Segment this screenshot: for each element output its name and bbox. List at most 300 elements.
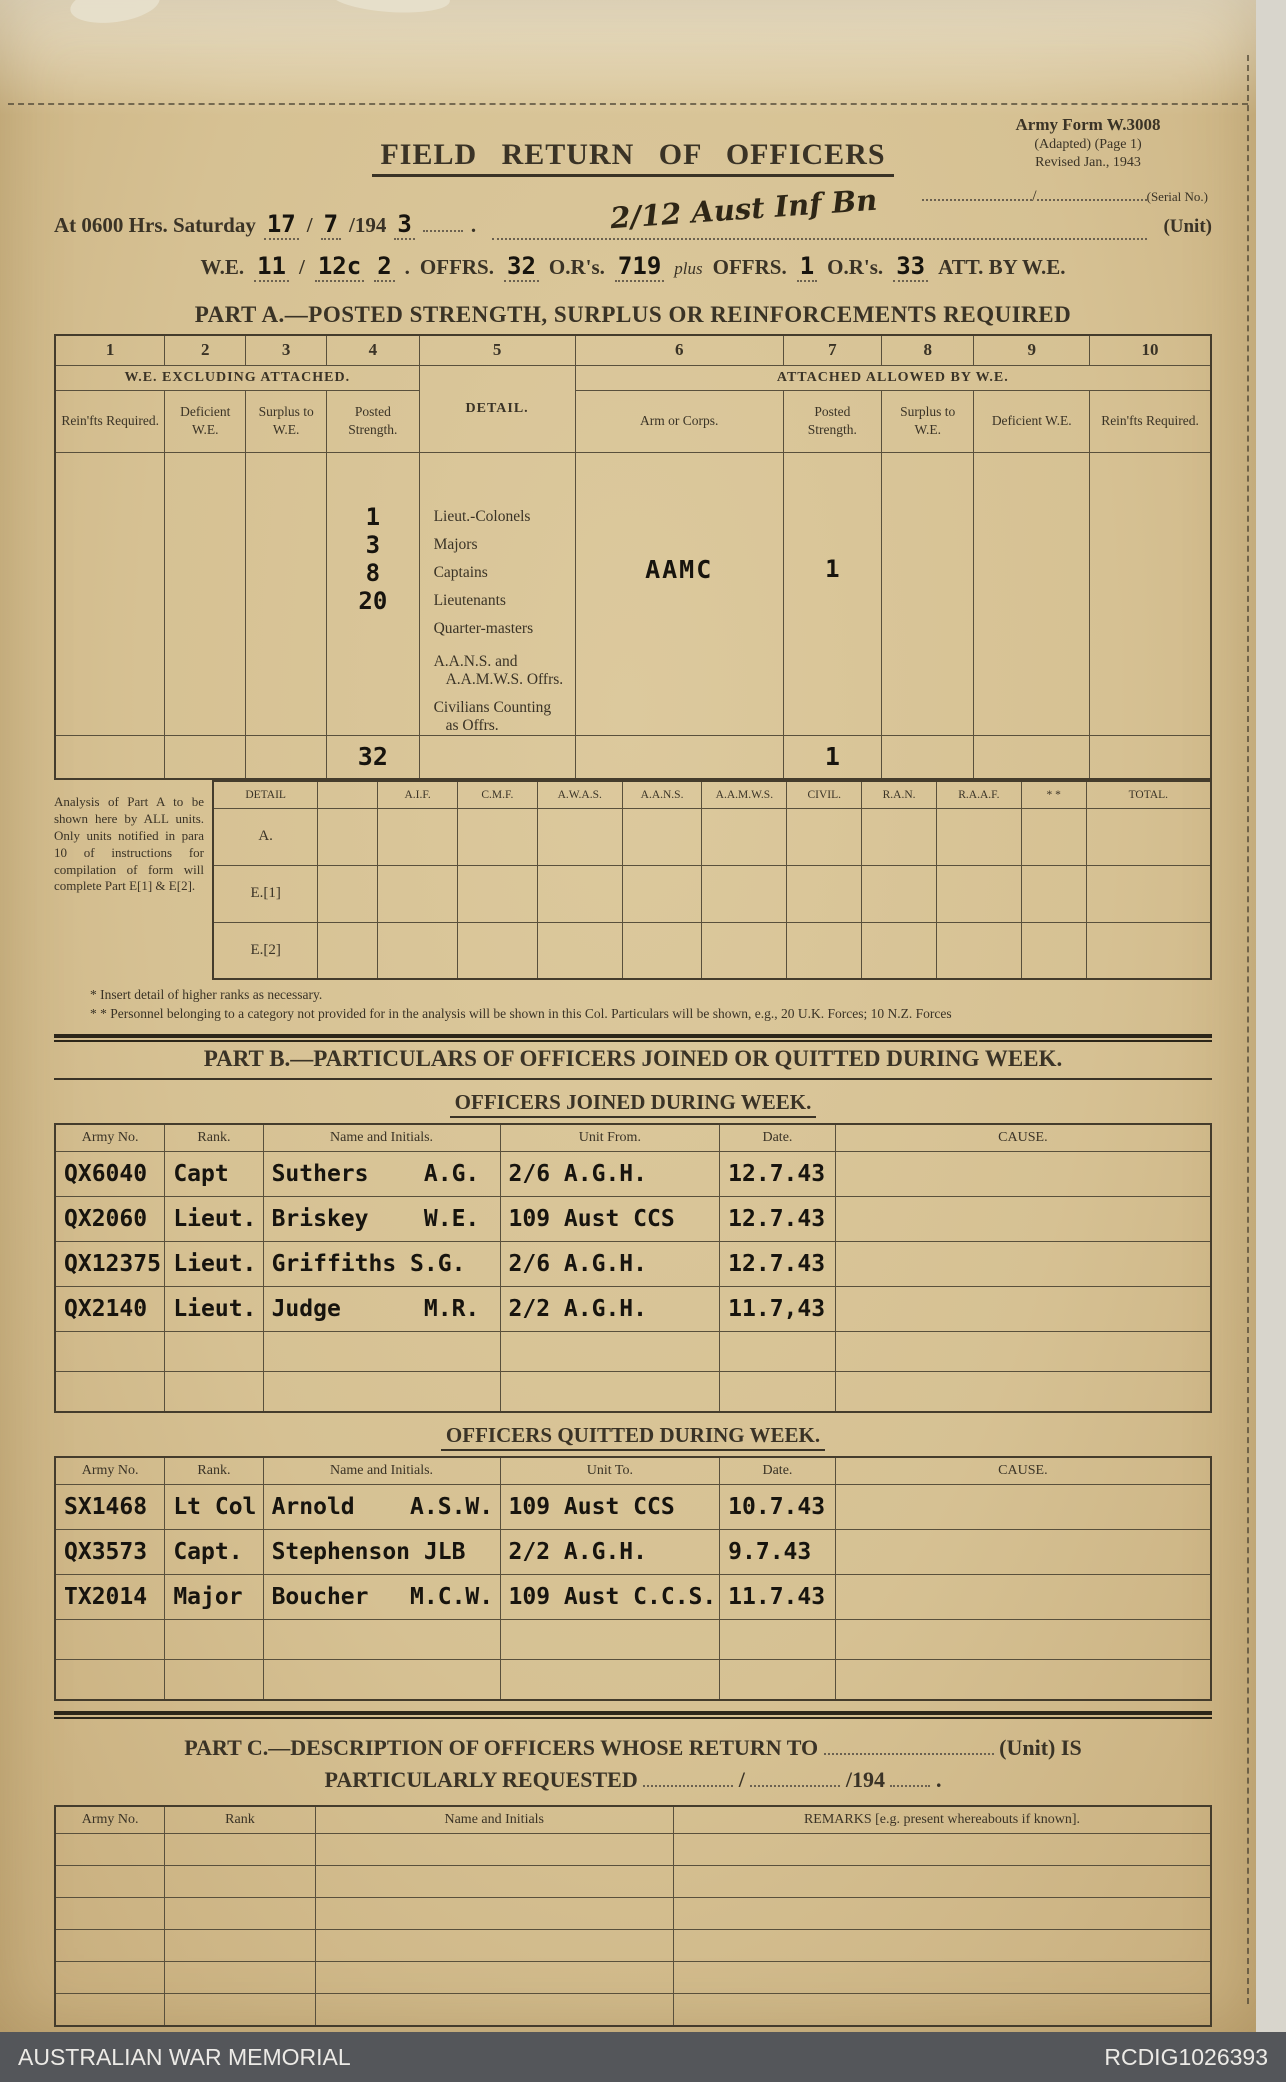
- empty-cell: [315, 1898, 673, 1930]
- name-and-initials: Suthers A.G.: [263, 1152, 500, 1197]
- empty-cell: [165, 1332, 263, 1372]
- part-a-heading: PART A.—POSTED STRENGTH, SURPLUS OR REINFORCEMENTS REQUIRED: [194, 302, 1072, 327]
- section-divider: [54, 1711, 1212, 1719]
- archive-name: AUSTRALIAN WAR MEMORIAL: [18, 2043, 351, 2070]
- name-and-initials: Arnold A.S.W.: [263, 1485, 500, 1530]
- empty-cell: [1021, 922, 1086, 979]
- offrs2-value: 1: [797, 252, 817, 282]
- cause: [835, 1197, 1211, 1242]
- table-row-empty: [55, 1994, 1211, 2026]
- rank: Capt.: [165, 1530, 263, 1575]
- analysis-header-row: [213, 781, 1211, 808]
- part-a-body-row: [55, 452, 1211, 735]
- cause: [835, 1287, 1211, 1332]
- empty-cell: [787, 865, 862, 922]
- unit-dotted-line: [824, 1740, 994, 1755]
- ors2-label: O.R's.: [827, 255, 884, 279]
- analysis-row-label: E.[1]: [213, 865, 318, 922]
- rank: Lt Col: [165, 1485, 263, 1530]
- part-b-heading: PART B.—PARTICULARS OF OFFICERS JOINED OR QUITTED DURING WEEK.: [54, 1046, 1212, 1080]
- empty-cell: [881, 452, 973, 735]
- empty-cell: [165, 735, 246, 779]
- rank: Lieut.: [165, 1197, 263, 1242]
- table-row-empty: [55, 1866, 1211, 1898]
- empty-cell: [720, 1372, 836, 1412]
- empty-cell: [862, 808, 937, 865]
- ors2-value: 33: [893, 252, 928, 282]
- empty-cell: [787, 922, 862, 979]
- cause: [835, 1152, 1211, 1197]
- date-dotted-line: [423, 217, 463, 232]
- empty-cell: [720, 1332, 836, 1372]
- empty-cell: [55, 1866, 165, 1898]
- posted-value: 1: [365, 502, 381, 531]
- rank: Lieut.: [165, 1287, 263, 1332]
- year-typed: 3: [394, 210, 414, 240]
- empty-cell: [1086, 808, 1211, 865]
- form-reference-block: [972, 114, 1204, 172]
- empty-cell: [862, 865, 937, 922]
- empty-cell: [263, 1332, 500, 1372]
- col-header: Rank: [165, 1806, 315, 1834]
- empty-cell: [55, 1898, 165, 1930]
- table-row: [55, 1575, 1211, 1620]
- empty-cell: [702, 808, 787, 865]
- serial-dotted-line: [922, 186, 1032, 201]
- empty-cell: [936, 922, 1021, 979]
- date-dotted-line: [750, 1772, 840, 1787]
- army-no: QX6040: [55, 1152, 165, 1197]
- empty-cell: [378, 865, 458, 922]
- table-row: [55, 1287, 1211, 1332]
- table-row: [55, 1242, 1211, 1287]
- empty-cell: [1086, 865, 1211, 922]
- empty-cell: [1021, 865, 1086, 922]
- quitted-subheading: [54, 1423, 1212, 1448]
- footnotes: [54, 986, 1212, 1024]
- army-no: QX3573: [55, 1530, 165, 1575]
- unit-from: 2/6 A.G.H.: [500, 1242, 720, 1287]
- unit-to: 2/2 A.G.H.: [500, 1530, 720, 1575]
- joined-subheading-text: OFFICERS JOINED DURING WEEK.: [450, 1090, 817, 1118]
- col-header: Army No.: [55, 1124, 165, 1152]
- empty-cell: [673, 1834, 1211, 1866]
- empty-cell: [165, 1834, 315, 1866]
- total-posted-value: 32: [357, 742, 388, 772]
- part-c-heading-text: PART C.—DESCRIPTION OF OFFICERS WHOSE RETURN TO: [184, 1734, 819, 1760]
- detail-line: as Offrs.: [445, 716, 499, 734]
- unit-from: 2/6 A.G.H.: [500, 1152, 720, 1197]
- date-period: .: [470, 213, 477, 237]
- col-header: Rank.: [165, 1124, 263, 1152]
- serial-dotted-line: [1037, 186, 1147, 201]
- army-no: QX12375: [55, 1242, 165, 1287]
- col-header: Unit From.: [500, 1124, 720, 1152]
- group-right-header: ATTACHED ALLOWED BY W.E.: [575, 365, 1211, 390]
- col-header: Rank.: [165, 1457, 263, 1485]
- empty-cell: [936, 865, 1021, 922]
- table-row-empty: [55, 1332, 1211, 1372]
- col-header: Name and Initials.: [263, 1124, 500, 1152]
- empty-cell: [673, 1994, 1211, 2026]
- empty-cell: [318, 808, 378, 865]
- army-no: QX2060: [55, 1197, 165, 1242]
- year-printed: /194: [845, 1766, 885, 1792]
- empty-cell: [55, 1620, 165, 1660]
- name-and-initials: Briskey W.E.: [263, 1197, 500, 1242]
- col-num: 8: [881, 335, 973, 365]
- empty-cell: [702, 865, 787, 922]
- empty-cell: [315, 1962, 673, 1994]
- empty-cell: [936, 808, 1021, 865]
- empty-cell: [1090, 452, 1211, 735]
- name-and-initials: Stephenson JLB: [263, 1530, 500, 1575]
- empty-cell: [673, 1930, 1211, 1962]
- empty-cell: [500, 1372, 720, 1412]
- table-row-empty: [55, 1962, 1211, 1994]
- officers-quitted-table: [54, 1456, 1212, 1701]
- table-row-empty: [55, 1660, 1211, 1700]
- empty-cell: [835, 1372, 1211, 1412]
- form-revision: Revised Jan., 1943: [1035, 155, 1141, 171]
- col-num: 7: [783, 335, 881, 365]
- attached-posted-cell: [783, 452, 881, 735]
- empty-cell: [165, 1994, 315, 2026]
- empty-cell: [378, 922, 458, 979]
- cause: [835, 1575, 1211, 1620]
- col-header: CAUSE.: [835, 1124, 1211, 1152]
- we-label: W.E.: [200, 255, 245, 279]
- empty-cell: [315, 1866, 673, 1898]
- date: 9.7.43: [720, 1530, 836, 1575]
- archive-footer-bar: [0, 2032, 1286, 2082]
- empty-cell: [419, 735, 575, 779]
- date-slash: /: [738, 1766, 745, 1792]
- empty-cell: [673, 1898, 1211, 1930]
- army-no: TX2014: [55, 1575, 165, 1620]
- empty-cell: [55, 452, 165, 735]
- table-row: [55, 1485, 1211, 1530]
- part-c-heading-text: PARTICULARLY REQUESTED: [324, 1766, 638, 1792]
- empty-cell: [500, 1332, 720, 1372]
- quitted-header-row: [55, 1457, 1211, 1485]
- posted-value: 3: [365, 530, 381, 559]
- handwritten-unit: 2/12 Aust Inf Bn: [609, 182, 879, 236]
- col-header: Unit To.: [500, 1457, 720, 1485]
- col-num: 3: [246, 335, 327, 365]
- we-value-3: 2: [374, 252, 394, 282]
- joined-subheading: [54, 1090, 1212, 1115]
- empty-cell: [318, 865, 378, 922]
- empty-cell: [165, 1930, 315, 1962]
- part-c-header-row: [55, 1806, 1211, 1834]
- analysis-header: TOTAL.: [1086, 781, 1211, 808]
- empty-cell: [165, 1620, 263, 1660]
- form-adapted-page: (Adapted) (Page 1): [1034, 137, 1142, 153]
- table-row: [55, 1197, 1211, 1242]
- footnote-1: * Insert detail of higher ranks as necessary.: [90, 987, 323, 1002]
- page-title-text: FIELD RETURN OF OFFICERS: [372, 138, 893, 177]
- detail-line: Lieutenants: [433, 591, 506, 609]
- group-left-header: W.E. EXCLUDING ATTACHED.: [55, 365, 419, 390]
- analysis-row: [213, 808, 1211, 865]
- empty-cell: [862, 922, 937, 979]
- empty-cell: [318, 781, 378, 808]
- col-header: Posted Strength.: [327, 390, 419, 452]
- year-printed: /194: [349, 213, 387, 237]
- analysis-header: R.A.A.F.: [936, 781, 1021, 808]
- empty-cell: [246, 452, 327, 735]
- analysis-row: [213, 922, 1211, 979]
- empty-cell: [55, 735, 165, 779]
- offrs-value: 32: [504, 252, 539, 282]
- empty-cell: [55, 1660, 165, 1700]
- table-row: [55, 1530, 1211, 1575]
- detail-line: Lieut.-Colonels: [433, 507, 531, 525]
- date: 12.7.43: [720, 1152, 836, 1197]
- empty-cell: [165, 1866, 315, 1898]
- day-value: 17: [264, 210, 299, 240]
- offrs2-label: OFFRS.: [712, 255, 787, 279]
- analysis-header: A.A.M.W.S.: [702, 781, 787, 808]
- table-row-empty: [55, 1930, 1211, 1962]
- empty-cell: [55, 1834, 165, 1866]
- col-num: 2: [165, 335, 246, 365]
- col-header: Deficient W.E.: [165, 390, 246, 452]
- empty-cell: [720, 1660, 836, 1700]
- officers-joined-table: [54, 1123, 1212, 1413]
- we-value-1: 11: [254, 252, 289, 282]
- column-number-row: [55, 335, 1211, 365]
- month-value: 7: [321, 210, 341, 240]
- table-row-empty: [55, 1898, 1211, 1930]
- empty-cell: [457, 808, 537, 865]
- cause: [835, 1242, 1211, 1287]
- joined-header-row: [55, 1124, 1211, 1152]
- ors-label: O.R's.: [548, 255, 605, 279]
- empty-cell: [835, 1620, 1211, 1660]
- empty-cell: [457, 922, 537, 979]
- empty-cell: [165, 1372, 263, 1412]
- empty-cell: [622, 865, 702, 922]
- unit-to: 109 Aust CCS: [500, 1485, 720, 1530]
- date: 12.7.43: [720, 1197, 836, 1242]
- col-header: Name and Initials: [315, 1806, 673, 1834]
- col-header: CAUSE.: [835, 1457, 1211, 1485]
- empty-cell: [702, 922, 787, 979]
- period: .: [935, 1766, 942, 1792]
- detail-line: Majors: [433, 535, 478, 553]
- detail-line: Civilians Counting: [433, 698, 552, 716]
- army-no: SX1468: [55, 1485, 165, 1530]
- date: 12.7.43: [720, 1242, 836, 1287]
- detail-line: A.A.M.W.S. Offrs.: [445, 670, 564, 688]
- empty-cell: [165, 1898, 315, 1930]
- cause: [835, 1530, 1211, 1575]
- we-period: .: [404, 255, 410, 279]
- detail-line: Captains: [433, 563, 488, 581]
- posted-strength-cell: [327, 452, 419, 735]
- col-header: REMARKS [e.g. present whereabouts if known].: [673, 1806, 1211, 1834]
- posted-value: 20: [358, 586, 388, 615]
- unit-label: (Unit): [1163, 216, 1212, 237]
- col-num: 1: [55, 335, 165, 365]
- col-num: 6: [575, 335, 783, 365]
- empty-cell: [457, 865, 537, 922]
- analysis-row-label: A.: [213, 808, 318, 865]
- col-header: Army No.: [55, 1457, 165, 1485]
- part-c-table: [54, 1805, 1212, 2027]
- empty-cell: [974, 452, 1090, 735]
- total-posted-cell: [327, 735, 419, 779]
- sub-header-row: [55, 390, 1211, 452]
- col-header: Army No.: [55, 1806, 165, 1834]
- empty-cell: [318, 922, 378, 979]
- empty-cell: [1021, 808, 1086, 865]
- part-c-heading-line2: [54, 1767, 1212, 1793]
- analysis-row: [213, 865, 1211, 922]
- we-strength-line: [54, 252, 1212, 282]
- attached-posted-value: 1: [825, 554, 840, 583]
- detail-column-header: DETAIL.: [419, 365, 575, 452]
- part-a-total-row: [55, 735, 1211, 779]
- cause: [835, 1485, 1211, 1530]
- empty-cell: [537, 808, 622, 865]
- col-num: 5: [419, 335, 575, 365]
- empty-cell: [165, 1962, 315, 1994]
- analysis-section: [54, 780, 1212, 980]
- posted-value: 8: [365, 558, 381, 587]
- ors-value: 719: [615, 252, 664, 282]
- form-number: Army Form W.3008: [1015, 115, 1161, 134]
- empty-cell: [622, 922, 702, 979]
- serial-label: (Serial No.): [1146, 189, 1208, 204]
- footnote-2: * * Personnel belonging to a category not provided for in the analysis will be shown in this Col. Particulars will be shown, e.g., 20 U.K. Forces; 10 N.Z. Forces: [90, 1005, 952, 1021]
- empty-cell: [378, 808, 458, 865]
- date: 11.7.43: [720, 1575, 836, 1620]
- name-and-initials: Boucher M.C.W.: [263, 1575, 500, 1620]
- unit-from: 109 Aust CCS: [500, 1197, 720, 1242]
- analysis-header: R.A.N.: [862, 781, 937, 808]
- serial-slash: /: [1032, 188, 1037, 205]
- quitted-subheading-text: OFFICERS QUITTED DURING WEEK.: [441, 1423, 825, 1451]
- empty-cell: [315, 1930, 673, 1962]
- analysis-note: Analysis of Part A to be shown here by ALL units. Only units notified in para 10 of instructions for compilation of form will complete Part E[1] & E[2].: [54, 794, 204, 894]
- col-header: Date.: [720, 1457, 836, 1485]
- empty-cell: [165, 1660, 263, 1700]
- part-a-table: [54, 334, 1212, 780]
- empty-cell: [537, 922, 622, 979]
- col-header: Rein'fts Required.: [55, 390, 165, 452]
- empty-cell: [835, 1660, 1211, 1700]
- analysis-header: A.I.F.: [378, 781, 458, 808]
- col-header: Surplus to W.E.: [246, 390, 327, 452]
- date-slash: /: [306, 213, 313, 237]
- rank: Capt: [165, 1152, 263, 1197]
- total-attached-cell: [783, 735, 881, 779]
- we-slash: /: [299, 255, 305, 279]
- arm-or-corps-cell: [575, 452, 783, 735]
- empty-cell: [673, 1962, 1211, 1994]
- empty-cell: [673, 1866, 1211, 1898]
- date: 10.7.43: [720, 1485, 836, 1530]
- col-header: Surplus to W.E.: [881, 390, 973, 452]
- table-row: [55, 1152, 1211, 1197]
- col-num: 9: [974, 335, 1090, 365]
- empty-cell: [1090, 735, 1211, 779]
- empty-cell: [55, 1332, 165, 1372]
- analysis-header: DETAIL: [213, 781, 318, 808]
- att-label: ATT. BY W.E.: [938, 255, 1066, 279]
- detail-line: Quarter-masters: [433, 619, 534, 637]
- empty-cell: [835, 1332, 1211, 1372]
- col-header: Posted Strength.: [783, 390, 881, 452]
- unit-from: 2/2 A.G.H.: [500, 1287, 720, 1332]
- empty-cell: [55, 1930, 165, 1962]
- empty-cell: [1086, 922, 1211, 979]
- offrs-label: OFFRS.: [419, 255, 494, 279]
- section-divider: [54, 1034, 1212, 1042]
- empty-cell: [500, 1620, 720, 1660]
- name-and-initials: Judge M.R.: [263, 1287, 500, 1332]
- name-and-initials: Griffiths S.G.: [263, 1242, 500, 1287]
- empty-cell: [315, 1834, 673, 1866]
- col-num: 10: [1090, 335, 1211, 365]
- table-row-empty: [55, 1834, 1211, 1866]
- time-prefix: At 0600 Hrs. Saturday: [54, 213, 256, 237]
- unit-dotted-line: [492, 182, 1147, 240]
- army-no: QX2140: [55, 1287, 165, 1332]
- detail-cell: [419, 452, 575, 735]
- empty-cell: [55, 1994, 165, 2026]
- detail-line: A.A.N.S. and: [433, 652, 518, 670]
- empty-cell: [500, 1660, 720, 1700]
- empty-cell: [622, 808, 702, 865]
- arm-or-corps-value: AAMC: [645, 554, 714, 584]
- empty-cell: [263, 1620, 500, 1660]
- date: 11.7,43: [720, 1287, 836, 1332]
- analysis-row-label: E.[2]: [213, 922, 318, 979]
- empty-cell: [537, 865, 622, 922]
- part-c-heading-line1: [54, 1735, 1212, 1761]
- empty-cell: [55, 1372, 165, 1412]
- analysis-header: * *: [1021, 781, 1086, 808]
- empty-cell: [315, 1994, 673, 2026]
- analysis-table: [212, 780, 1212, 980]
- unit-to: 109 Aust C.C.S.: [500, 1575, 720, 1620]
- col-num: 4: [327, 335, 419, 365]
- col-header: Rein'fts Required.: [1090, 390, 1211, 452]
- rank: Lieut.: [165, 1242, 263, 1287]
- empty-cell: [55, 1962, 165, 1994]
- empty-cell: [165, 452, 246, 735]
- empty-cell: [787, 808, 862, 865]
- date-dotted-line: [890, 1772, 930, 1787]
- date-dotted-line: [643, 1772, 733, 1787]
- col-header: Name and Initials.: [263, 1457, 500, 1485]
- part-c-unit-label: (Unit) IS: [999, 1734, 1082, 1760]
- col-header: Date.: [720, 1124, 836, 1152]
- group-header-row: [55, 365, 1211, 390]
- empty-cell: [246, 735, 327, 779]
- rank: Major: [165, 1575, 263, 1620]
- analysis-header: A.A.N.S.: [622, 781, 702, 808]
- empty-cell: [720, 1620, 836, 1660]
- empty-cell: [575, 735, 783, 779]
- empty-cell: [263, 1660, 500, 1700]
- archive-reference-id: RCDIG1026393: [1104, 2043, 1268, 2070]
- table-row-empty: [55, 1620, 1211, 1660]
